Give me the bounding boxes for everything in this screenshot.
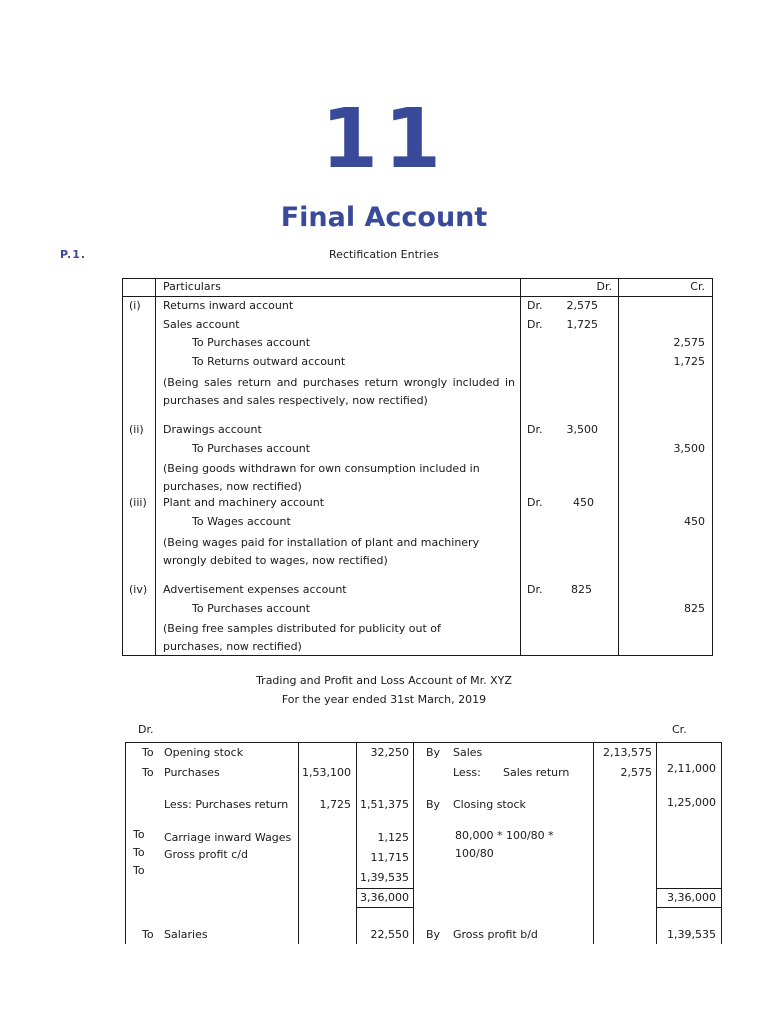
carriage-amount: 1,125: [377, 831, 409, 844]
salaries-label: Salaries: [164, 928, 208, 941]
dr-amount: 450: [573, 496, 594, 509]
net-purchases-amount: 1,51,375: [360, 798, 409, 811]
closing-stock-label: Closing stock: [453, 798, 526, 811]
tpl-period: For the year ended 31st March, 2019: [281, 693, 487, 706]
to-label: To: [133, 846, 145, 859]
wages-amount: 11,715: [370, 851, 409, 864]
gross-profit-bd-label: Gross profit b/d: [453, 928, 538, 941]
salaries-amount: 22,550: [370, 928, 409, 941]
entry-account: To Purchases account: [192, 602, 311, 615]
entry-account: Sales account: [163, 318, 240, 331]
chapter-title: Final Account: [280, 202, 488, 233]
net-sales-amount: 2,11,000: [667, 762, 716, 775]
dr-mark: Dr.: [527, 299, 543, 312]
dr-mark: Dr.: [527, 318, 543, 331]
gross-profit-cd-label: Gross profit c/d: [164, 848, 248, 861]
problem-label: P.1.: [60, 248, 87, 261]
rectification-heading: Rectification Entries: [329, 248, 439, 261]
by-label: By: [426, 798, 441, 811]
entry-number: (iv): [129, 583, 148, 596]
gross-profit-bd-amount: 1,39,535: [667, 928, 716, 941]
purchases-return-amount: 1,725: [319, 798, 351, 811]
opening-stock-label: Opening stock: [164, 746, 244, 759]
cr-amount: 450: [684, 515, 705, 528]
sales-amount: 2,13,575: [603, 746, 652, 759]
entry-account: To Purchases account: [192, 442, 311, 455]
header-particulars: Particulars: [163, 280, 221, 293]
gross-profit-amount: 1,39,535: [360, 871, 409, 884]
entry-account: To Wages account: [192, 515, 291, 528]
entry-account: Drawings account: [163, 423, 262, 436]
entry-account: Returns inward account: [163, 299, 294, 312]
carriage-wages-label: Carriage inward Wages: [164, 831, 292, 844]
entry-account: To Purchases account: [192, 336, 311, 349]
dr-amount: 825: [571, 583, 592, 596]
cr-amount: 2,575: [673, 336, 705, 349]
purchases-amount: 1,53,100: [302, 766, 351, 779]
narration: (Being goods withdrawn for own consumption included in purchases, now rectified): [163, 462, 480, 493]
cr-amount: 1,725: [673, 355, 705, 368]
entry-number: (i): [129, 299, 141, 312]
closing-stock-calc-cont: 100/80: [455, 847, 494, 860]
less-purchases-return-label: Less: Purchases return: [164, 798, 289, 811]
by-label: By: [426, 928, 441, 941]
closing-stock-calc: 80,000 * 100/80 *: [455, 829, 554, 842]
dr-amount: 2,575: [566, 299, 598, 312]
header-dr: Dr.: [596, 280, 612, 293]
header-cr: Cr.: [690, 280, 705, 293]
tpl-cr-label: Cr.: [672, 723, 687, 736]
entry-account: Advertisement expenses account: [163, 583, 347, 596]
chapter-number: 11: [320, 92, 448, 187]
opening-stock-amount: 32,250: [370, 746, 409, 759]
to-label: To: [142, 746, 154, 759]
entry-account: To Returns outward account: [192, 355, 346, 368]
to-label: To: [142, 928, 154, 941]
sales-label: Sales: [453, 746, 483, 759]
entry-number: (iii): [129, 496, 147, 509]
entry-account: Plant and machinery account: [163, 496, 325, 509]
dr-mark: Dr.: [527, 583, 543, 596]
narration: (Being sales return and purchases return wrongly included in purchases and sales respectively, now rectified): [163, 376, 515, 407]
credit-total: 3,36,000: [667, 891, 716, 904]
by-label: By: [426, 746, 441, 759]
to-label: To: [142, 766, 154, 779]
debit-total: 3,36,000: [360, 891, 409, 904]
closing-stock-amount: 1,25,000: [667, 796, 716, 809]
sales-return-amount: 2,575: [620, 766, 652, 779]
to-label: To: [133, 828, 145, 841]
cr-amount: 3,500: [673, 442, 705, 455]
dr-mark: Dr.: [527, 423, 543, 436]
less-label: Less:: [453, 766, 481, 779]
tpl-title: Trading and Profit and Loss Account of Mr. XYZ: [256, 674, 512, 687]
entry-number: (ii): [129, 423, 144, 436]
tpl-dr-label: Dr.: [138, 723, 154, 736]
narration: (Being free samples distributed for publicity out of purchases, now rectified): [163, 622, 441, 653]
dr-mark: Dr.: [527, 496, 543, 509]
purchases-label: Purchases: [164, 766, 220, 779]
cr-amount: 825: [684, 602, 705, 615]
to-label: To: [133, 864, 145, 877]
sales-return-label: Sales return: [503, 766, 570, 779]
dr-amount: 3,500: [566, 423, 598, 436]
dr-amount: 1,725: [566, 318, 598, 331]
narration: (Being wages paid for installation of plant and machinery wrongly debited to wages, now rectified): [163, 536, 480, 567]
